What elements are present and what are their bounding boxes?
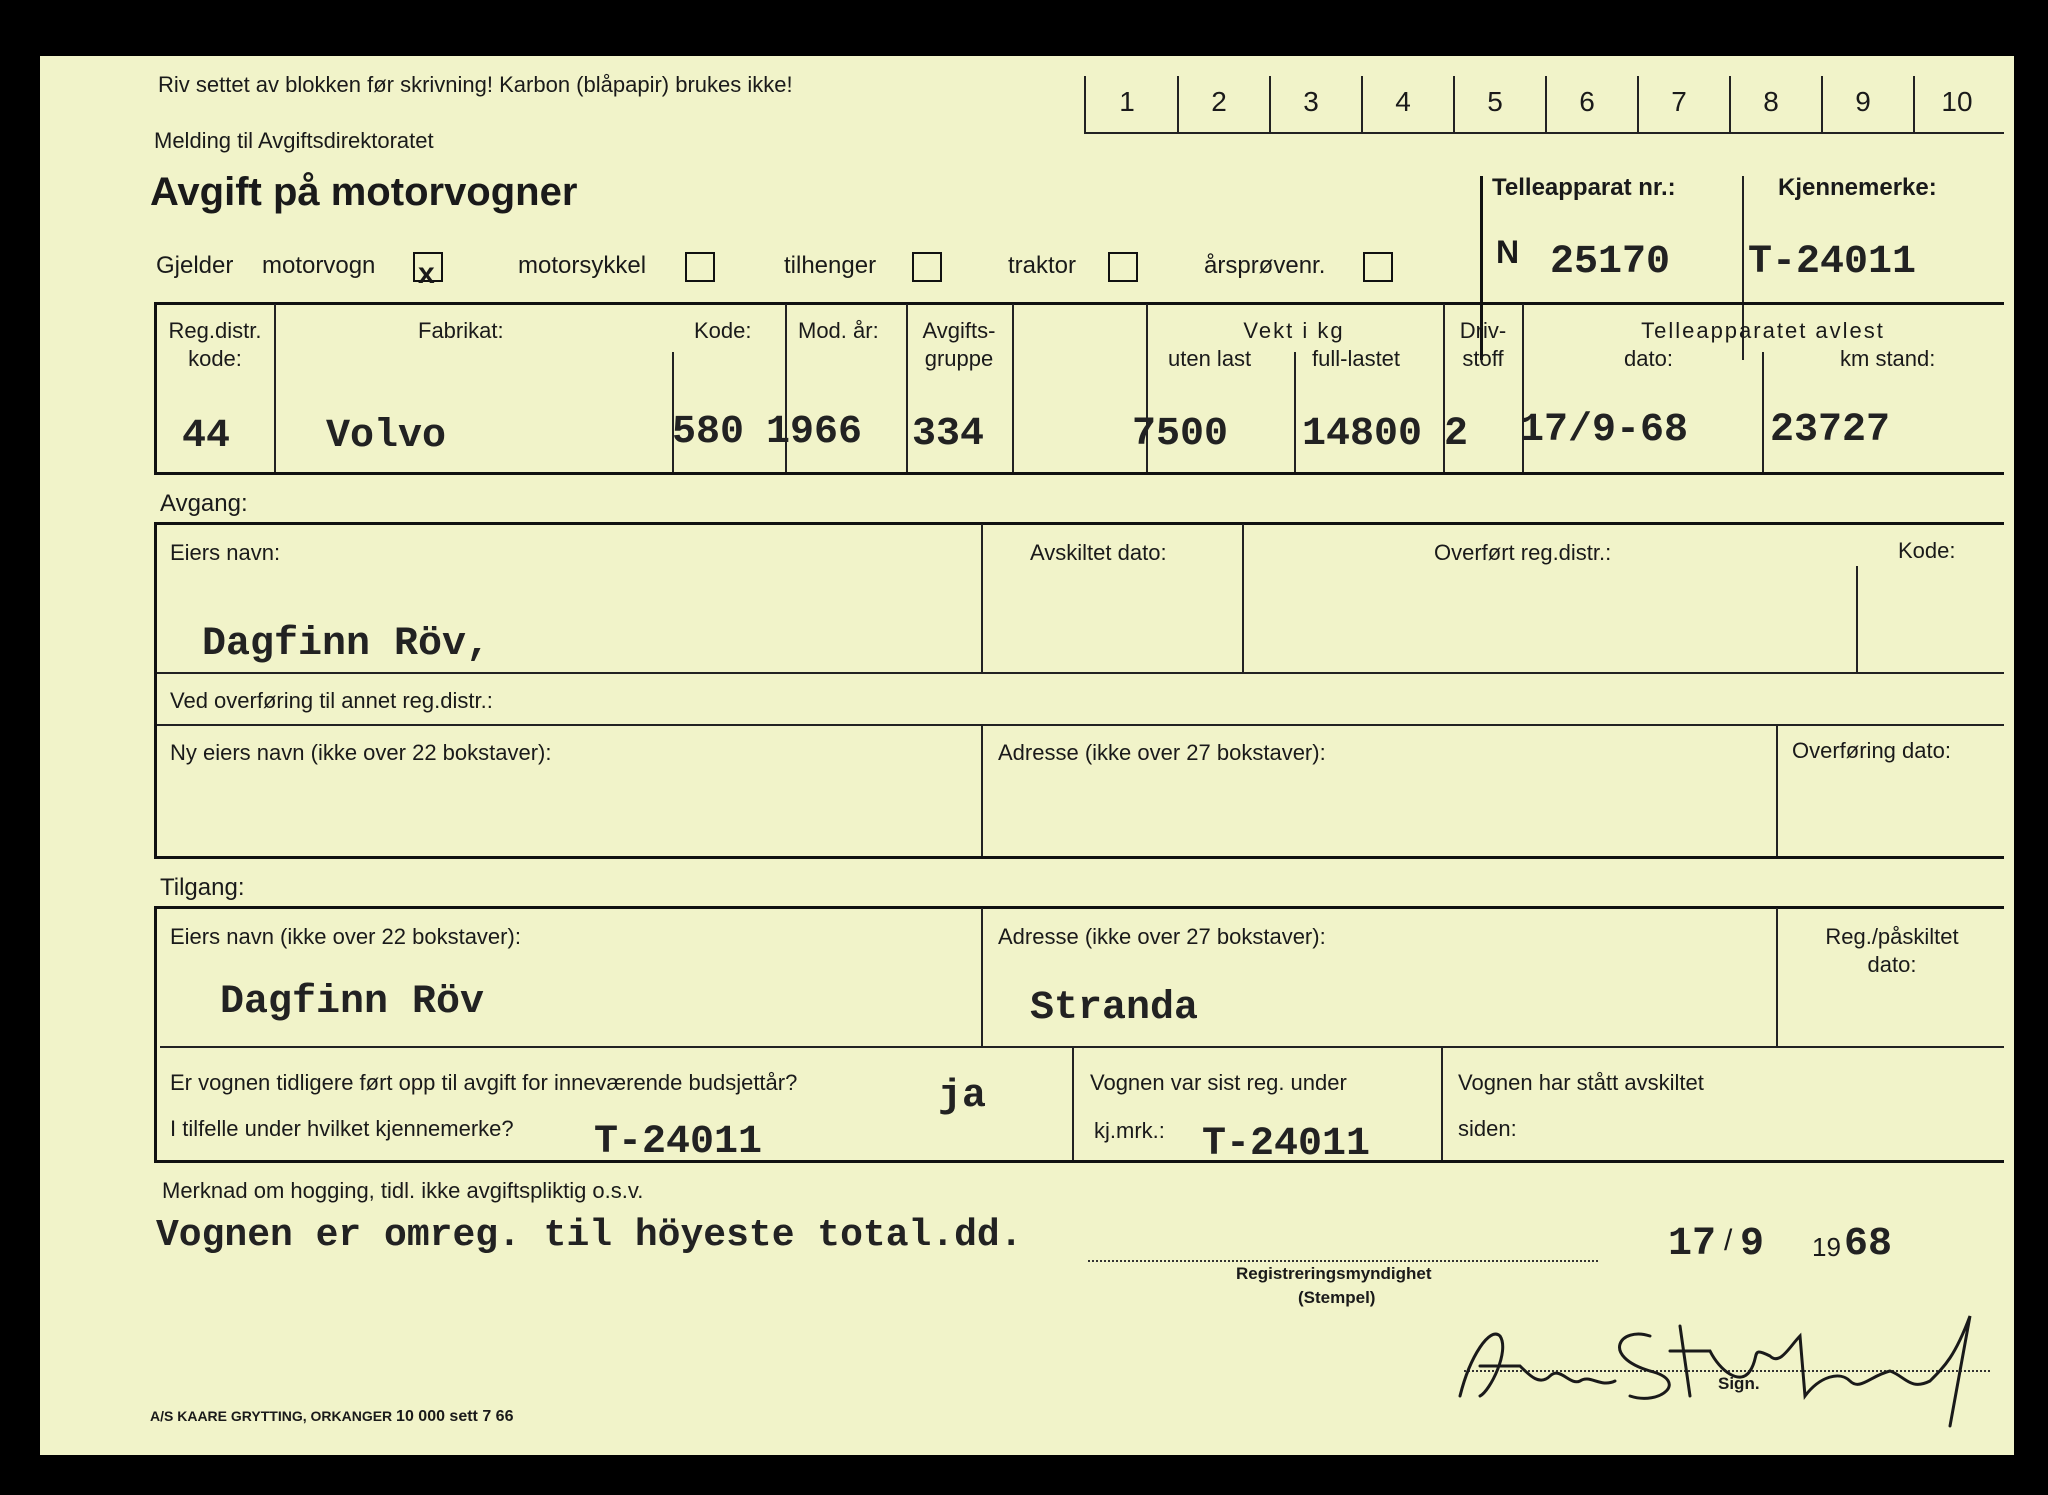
print-run: 10 000 sett 7 66 <box>396 1408 514 1425</box>
uten-last-label: uten last <box>1168 346 1252 371</box>
copy-number-1: 1 <box>1119 86 1135 117</box>
reg-date-label-1: Reg./påskiltet <box>1825 924 1959 949</box>
avgiftsgruppe-value: 334 <box>912 412 985 457</box>
tilgang-owner-value: Dagfinn Röv <box>220 980 485 1025</box>
drivstoff-value: 2 <box>1444 412 1469 457</box>
plate-question: I tilfelle under hvilket kjennemerke? <box>170 1116 514 1141</box>
checkbox-motorsykkel[interactable] <box>685 252 715 282</box>
signed-year-suffix: 68 <box>1844 1222 1893 1267</box>
read-date-label: dato: <box>1624 346 1673 371</box>
drivstoff-label-1: Driv- <box>1459 318 1507 343</box>
date-separator-mark: / <box>1724 1224 1733 1257</box>
kode-label: Kode: <box>694 318 752 343</box>
previous-tax-answer: ja <box>938 1074 987 1119</box>
transfer-date-label: Overføring dato: <box>1792 738 1951 763</box>
copy-number-8: 8 <box>1763 86 1779 117</box>
transferred-distr-label: Overført reg.distr.: <box>1434 540 1612 565</box>
copy-number-5: 5 <box>1487 86 1503 117</box>
vekt-label: Vekt i kg <box>1243 318 1345 343</box>
printer-name: A/S KAARE GRYTTING, ORKANGER <box>150 1408 393 1424</box>
tilgang-owner-label: Eiers navn (ikke over 22 bokstaver): <box>170 924 521 949</box>
option-label-tilhenger: tilhenger <box>784 252 877 279</box>
option-label-motorvogn: motorvogn <box>262 252 376 279</box>
avskiltet-date-label: Avskiltet dato: <box>1030 540 1167 565</box>
checkbox-traktor[interactable] <box>1108 252 1138 282</box>
mod-ar-value: 1966 <box>766 410 863 455</box>
fabrikat-value: Volvo <box>326 414 447 459</box>
transfer-note-label: Ved overføring til annet reg.distr.: <box>170 688 493 713</box>
copy-number-3: 3 <box>1303 86 1319 117</box>
tilgang-address-value: Stranda <box>1030 986 1199 1031</box>
meter-prefix: N <box>1496 234 1520 270</box>
avgang-kode-label: Kode: <box>1898 538 1956 563</box>
checkbox-arsprovenr[interactable] <box>1363 252 1393 282</box>
remark-text: Vognen er omreg. til höyeste total.dd. <box>156 1214 1023 1257</box>
copy-number-2: 2 <box>1211 86 1227 117</box>
copy-number-9: 9 <box>1855 86 1871 117</box>
unregistered-label-1: Vognen har stått avskiltet <box>1458 1070 1704 1095</box>
meter-label: Telleapparat nr.: <box>1492 174 1676 201</box>
instruction-text: Riv settet av blokken før skrivning! Karbon (blåpapir) brukes ikke! <box>158 72 793 97</box>
tilgang-address-label: Adresse (ikke over 27 bokstaver): <box>998 924 1326 949</box>
uten-last-value: 7500 <box>1132 412 1229 457</box>
signed-year-prefix: 19 <box>1812 1232 1841 1262</box>
remark-label: Merknad om hogging, tidl. ikke avgiftspliktig o.s.v. <box>162 1178 644 1203</box>
meter-read-label: Telleapparatet avlest <box>1641 318 1885 343</box>
copy-number-10: 10 <box>1941 86 1973 117</box>
checkbox-motorvogn-mark: x <box>418 257 435 290</box>
avgiftsgruppe-label-1: Avgifts- <box>922 318 996 343</box>
drivstoff-label-2: stoff <box>1462 346 1504 371</box>
reg-distr-label-1: Reg.distr. <box>168 318 262 343</box>
last-reg-label-1: Vognen var sist reg. under <box>1090 1070 1347 1095</box>
avgang-label: Avgang: <box>160 490 248 517</box>
last-reg-label-2: kj.mrk.: <box>1094 1118 1165 1143</box>
kode-value: 580 <box>672 410 745 455</box>
fabrikat-label: Fabrikat: <box>418 318 504 343</box>
signature <box>1450 1296 2010 1436</box>
tilgang-label: Tilgang: <box>160 874 245 901</box>
option-label-arsprovenr: årsprøvenr. <box>1204 252 1326 279</box>
new-address-label: Adresse (ikke over 27 bokstaver): <box>998 740 1326 765</box>
plate-number: T-24011 <box>1748 240 1917 285</box>
last-reg-value: T-24011 <box>1202 1122 1371 1167</box>
checkbox-tilhenger[interactable] <box>912 252 942 282</box>
form-title: Avgift på motorvogner <box>150 170 578 214</box>
km-stand-value: 23727 <box>1770 408 1891 453</box>
full-lastet-label: full-lastet <box>1312 346 1401 371</box>
avgang-owner-value: Dagfinn Röv, <box>202 622 491 667</box>
option-label-motorsykkel: motorsykkel <box>518 252 647 279</box>
km-stand-label: km stand: <box>1840 346 1936 371</box>
read-date-value: 17/9-68 <box>1520 408 1689 453</box>
mod-ar-label: Mod. år: <box>798 318 879 343</box>
copy-number-6: 6 <box>1579 86 1595 117</box>
signed-day: 17 <box>1668 1222 1717 1267</box>
avgang-owner-label: Eiers navn: <box>170 540 281 565</box>
signed-month: 9 <box>1740 1222 1765 1267</box>
copy-number-7: 7 <box>1671 86 1687 117</box>
previous-tax-question: Er vognen tidligere ført opp til avgift for inneværende budsjettår? <box>170 1070 798 1095</box>
new-owner-label: Ny eiers navn (ikke over 22 bokstaver): <box>170 740 552 765</box>
recipient-text: Melding til Avgiftsdirektoratet <box>154 128 434 153</box>
authority-label: Registreringsmyndighet <box>1236 1264 1432 1283</box>
form-sheet <box>40 56 2014 1455</box>
copy-number-4: 4 <box>1395 86 1411 117</box>
reg-distr-label-2: kode: <box>188 346 242 371</box>
printer-imprint <box>150 1408 513 1426</box>
authority-line <box>1088 1260 1598 1262</box>
plate-question-answer: T-24011 <box>594 1120 763 1165</box>
full-lastet-value: 14800 <box>1302 412 1423 457</box>
applies-to-label: Gjelder <box>156 252 234 279</box>
reg-distr-value: 44 <box>182 414 231 459</box>
stamp-label: (Stempel) <box>1298 1288 1376 1307</box>
meter-number: 25170 <box>1550 240 1671 285</box>
sign-label: Sign. <box>1718 1374 1760 1393</box>
avgiftsgruppe-label-2: gruppe <box>924 346 994 371</box>
unregistered-label-2: siden: <box>1458 1116 1517 1141</box>
reg-date-label-2: dato: <box>1867 952 1917 977</box>
plate-label: Kjennemerke: <box>1778 174 1937 201</box>
option-label-traktor: traktor <box>1008 252 1077 279</box>
